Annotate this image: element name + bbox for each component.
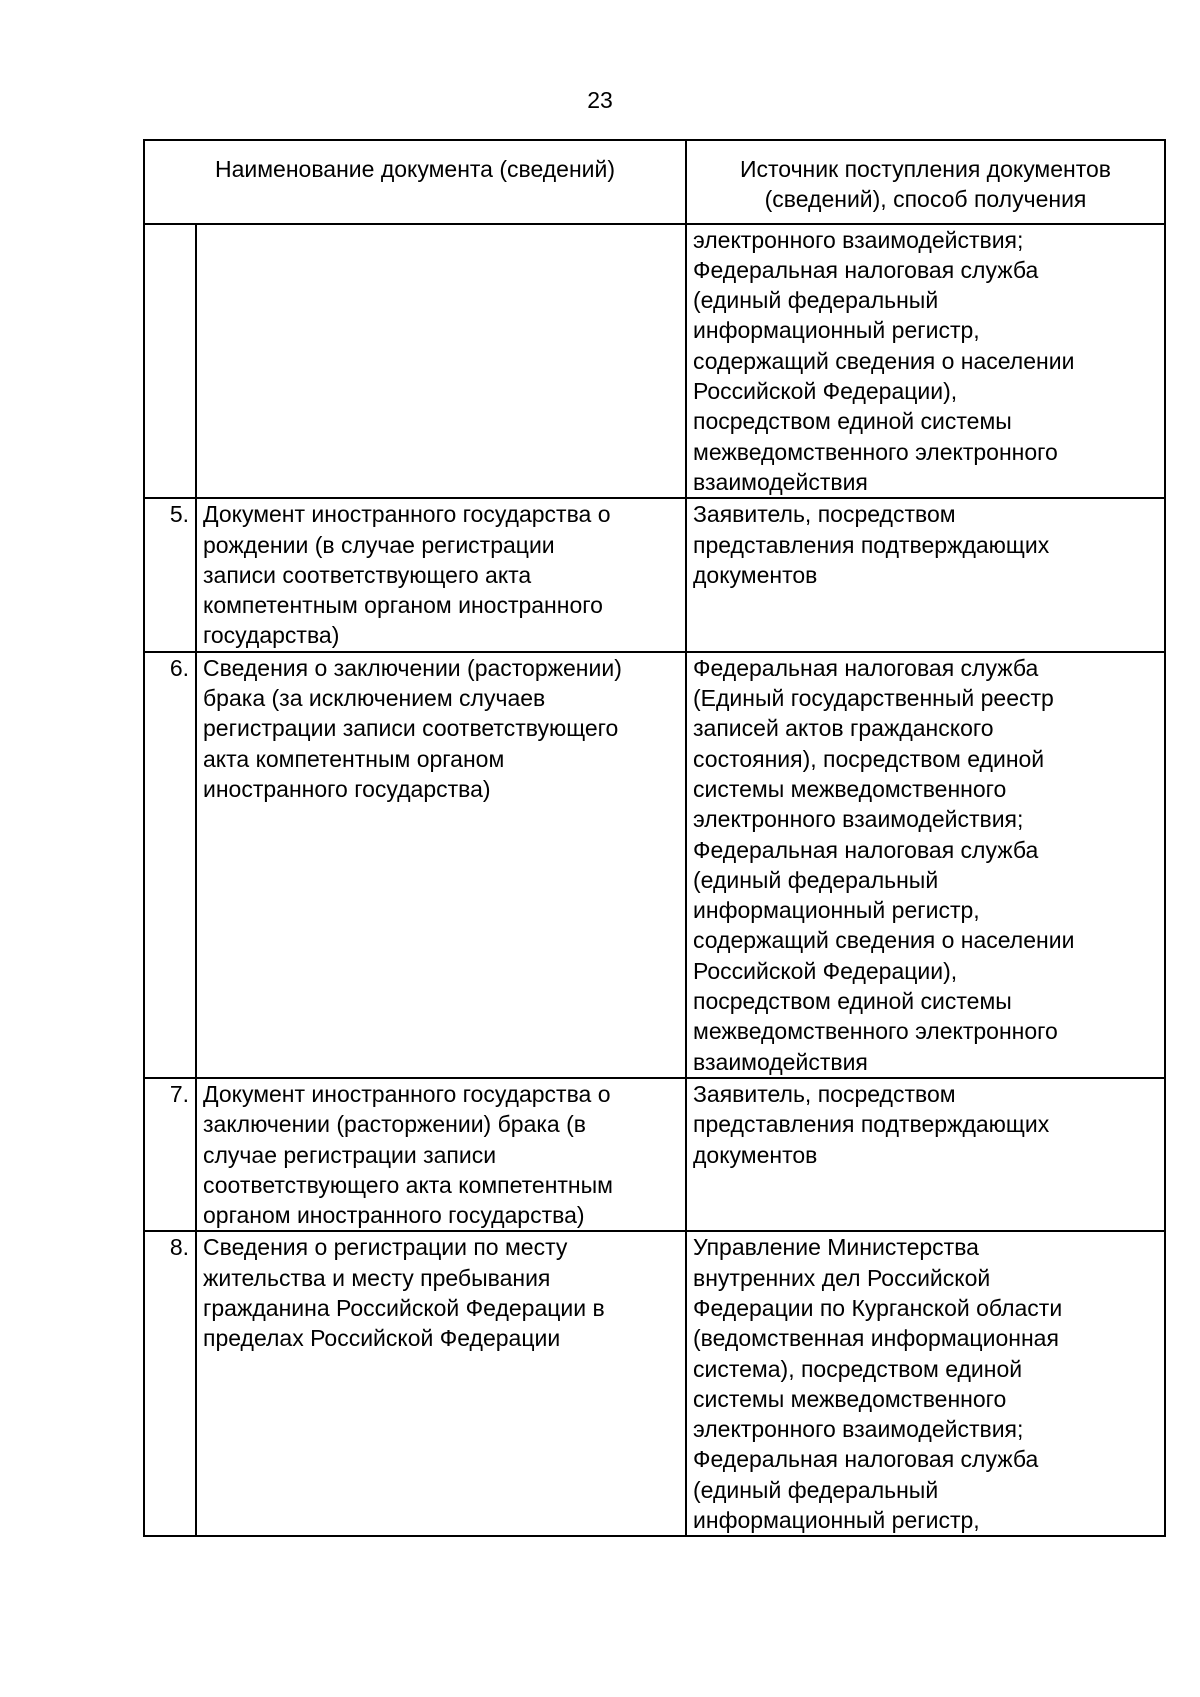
row-document-name [196,224,686,499]
row-document-name: Документ иностранного государства о рождении (в случае регистрации записи соответствующего акта компетентным органом иностранного государства) [196,498,686,651]
row-document-name: Документ иностранного государства о заключении (расторжении) брака (в случае регистрации записи соответствующего акта компетентным органом иностранного государства) [196,1078,686,1231]
row-document-name: Сведения о заключении (расторжении) брака (за исключением случаев регистрации записи соответствующего акта компетентным органом иностранного государства) [196,652,686,1078]
row-source: Управление Министерства внутренних дел Российской Федерации по Курганской области (ведомственная информационная система), посредством единой системы межведомственного электронного взаимодействия; Федеральная налоговая служба (единый федеральный информационный регистр, [686,1231,1165,1536]
documents-table [143,139,1166,1537]
table-row [144,1078,1165,1231]
row-number: 5. [144,498,196,651]
page-number: 23 [587,87,613,113]
table-row [144,224,1165,499]
row-source: Федеральная налоговая служба (Единый государственный реестр записей актов гражданского состояния), посредством единой системы межведомственного электронного взаимодействия; Федеральная налоговая служба (единый федеральный информационный регистр, содержащий сведения о населении Российской Федерации), посредством единой системы межведомственного электронного взаимодействия [686,652,1165,1078]
table-header-row [144,140,1165,224]
row-number [144,224,196,499]
header-document-name: Наименование документа (сведений) [144,140,686,224]
row-source: электронного взаимодействия; Федеральная налоговая служба (единый федеральный информационный регистр, содержащий сведения о населении Российской Федерации), посредством единой системы межведомственного электронного взаимодействия [686,224,1165,499]
table-row [144,652,1165,1078]
row-number: 7. [144,1078,196,1231]
header-source: Источник поступления документов (сведений), способ получения [686,140,1165,224]
table-row [144,1231,1165,1536]
row-number: 8. [144,1231,196,1536]
row-document-name: Сведения о регистрации по месту жительства и месту пребывания гражданина Российской Федерации в пределах Российской Федерации [196,1231,686,1536]
row-number: 6. [144,652,196,1078]
row-source: Заявитель, посредством представления подтверждающих документов [686,498,1165,651]
table-row [144,498,1165,651]
row-source: Заявитель, посредством представления подтверждающих документов [686,1078,1165,1231]
